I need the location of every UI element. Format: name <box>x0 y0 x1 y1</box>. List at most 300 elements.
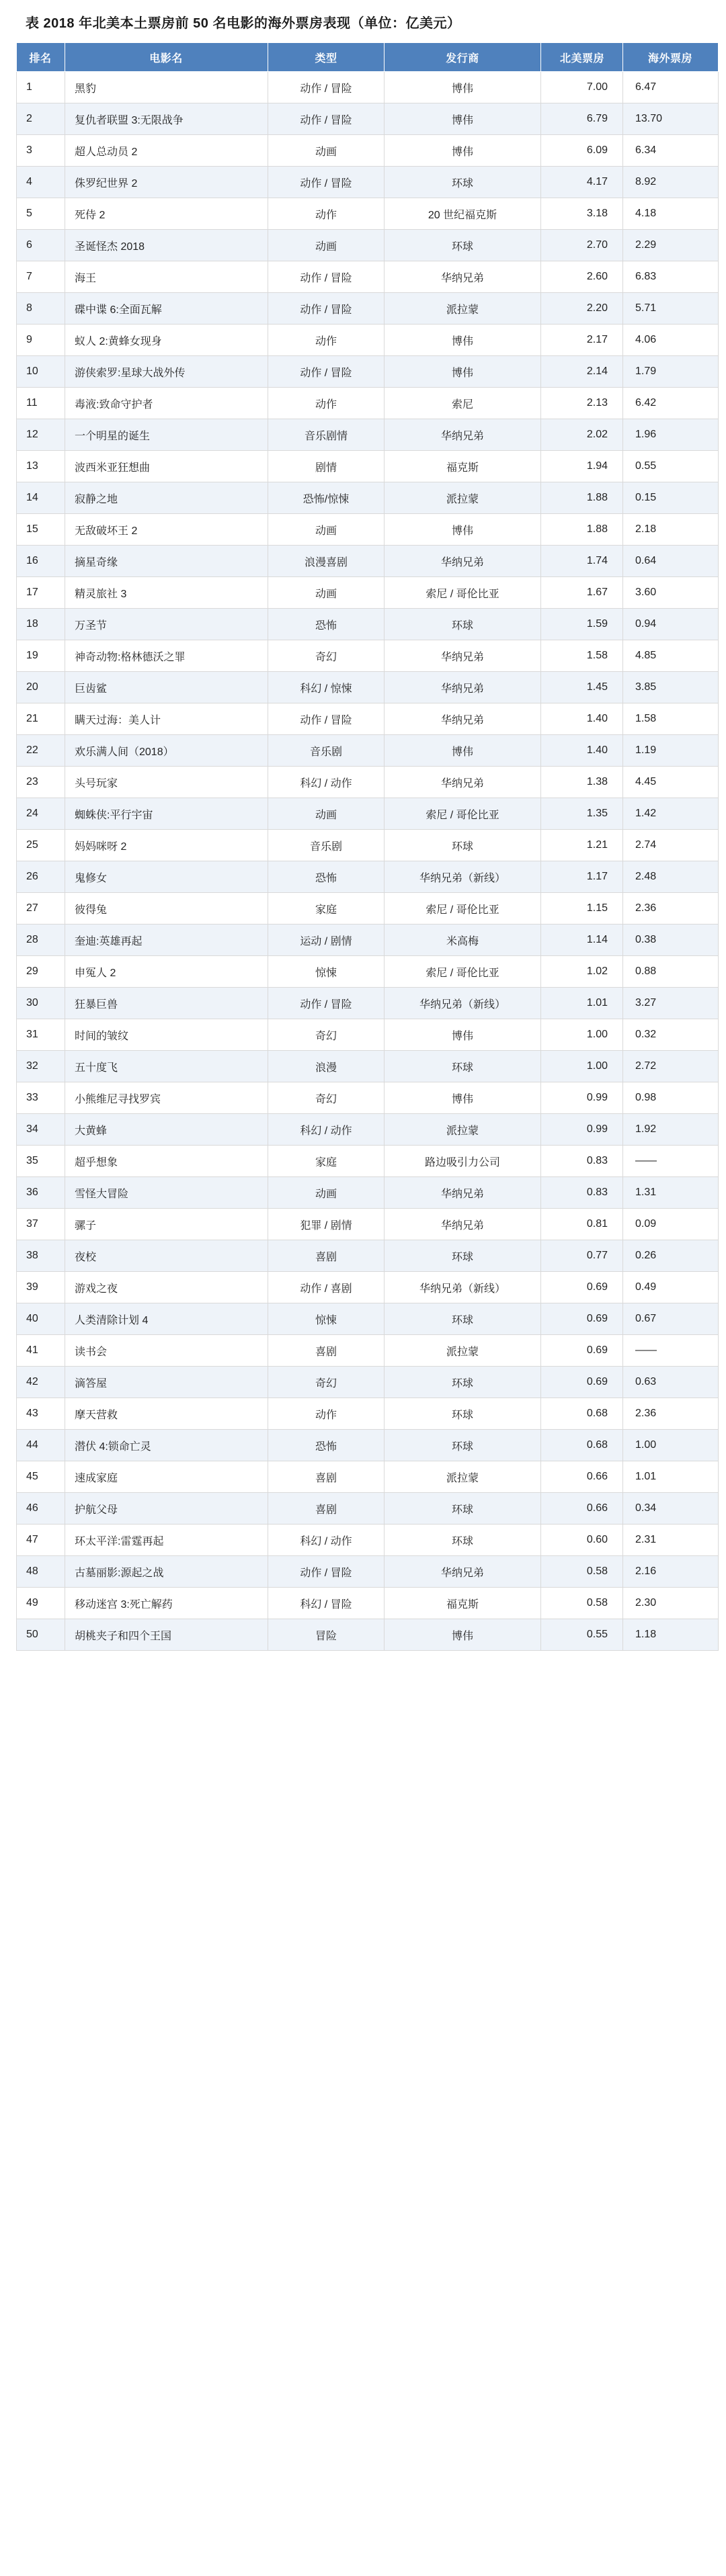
cell-distributor: 环球 <box>385 1367 541 1398</box>
cell-overseas-gross: 2.48 <box>623 861 719 893</box>
cell-movie-name: 精灵旅社 3 <box>65 577 268 609</box>
cell-rank: 12 <box>17 419 65 451</box>
cell-distributor: 华纳兄弟（新线） <box>385 988 541 1019</box>
cell-domestic-gross: 6.09 <box>541 135 623 167</box>
cell-movie-name: 一个明星的诞生 <box>65 419 268 451</box>
cell-movie-name: 骡子 <box>65 1209 268 1240</box>
column-header-domestic: 北美票房 <box>541 43 623 72</box>
cell-domestic-gross: 1.21 <box>541 830 623 861</box>
cell-movie-name: 游侠索罗:星球大战外传 <box>65 356 268 388</box>
cell-overseas-gross: 3.27 <box>623 988 719 1019</box>
cell-genre: 动作 <box>268 388 385 419</box>
cell-domestic-gross: 0.69 <box>541 1335 623 1367</box>
cell-rank: 26 <box>17 861 65 893</box>
cell-movie-name: 护航父母 <box>65 1493 268 1525</box>
cell-overseas-gross: 5.71 <box>623 293 719 325</box>
cell-rank: 38 <box>17 1240 65 1272</box>
cell-domestic-gross: 0.83 <box>541 1146 623 1177</box>
cell-domestic-gross: 0.66 <box>541 1493 623 1525</box>
cell-genre: 音乐剧情 <box>268 419 385 451</box>
cell-domestic-gross: 2.60 <box>541 261 623 293</box>
cell-genre: 冒险 <box>268 1619 385 1651</box>
cell-distributor: 华纳兄弟 <box>385 261 541 293</box>
cell-domestic-gross: 0.68 <box>541 1430 623 1461</box>
cell-overseas-gross: 1.19 <box>623 735 719 767</box>
cell-overseas-gross: 1.18 <box>623 1619 719 1651</box>
cell-genre: 剧情 <box>268 451 385 482</box>
cell-rank: 49 <box>17 1588 65 1619</box>
cell-domestic-gross: 0.69 <box>541 1272 623 1303</box>
cell-overseas-gross: 0.63 <box>623 1367 719 1398</box>
cell-rank: 15 <box>17 514 65 546</box>
cell-rank: 1 <box>17 72 65 103</box>
cell-genre: 音乐剧 <box>268 830 385 861</box>
table-row <box>17 1588 719 1619</box>
cell-movie-name: 死侍 2 <box>65 198 268 230</box>
table-row <box>17 956 719 988</box>
cell-rank: 2 <box>17 103 65 135</box>
table-row <box>17 925 719 956</box>
cell-genre: 喜剧 <box>268 1493 385 1525</box>
cell-domestic-gross: 1.00 <box>541 1019 623 1051</box>
cell-overseas-gross: 0.49 <box>623 1272 719 1303</box>
cell-movie-name: 潜伏 4:锁命亡灵 <box>65 1430 268 1461</box>
cell-rank: 7 <box>17 261 65 293</box>
cell-rank: 27 <box>17 893 65 925</box>
cell-movie-name: 申冤人 2 <box>65 956 268 988</box>
cell-domestic-gross: 1.00 <box>541 1051 623 1082</box>
cell-domestic-gross: 1.14 <box>541 925 623 956</box>
cell-overseas-gross: 13.70 <box>623 103 719 135</box>
table-row <box>17 577 719 609</box>
cell-overseas-gross: 0.34 <box>623 1493 719 1525</box>
table-row <box>17 135 719 167</box>
cell-overseas-gross: 4.18 <box>623 198 719 230</box>
table-row <box>17 1177 719 1209</box>
cell-movie-name: 黑豹 <box>65 72 268 103</box>
cell-overseas-gross: 0.98 <box>623 1082 719 1114</box>
cell-domestic-gross: 1.17 <box>541 861 623 893</box>
cell-movie-name: 环太平洋:雷霆再起 <box>65 1525 268 1556</box>
table-row <box>17 1051 719 1082</box>
cell-movie-name: 狂暴巨兽 <box>65 988 268 1019</box>
cell-distributor: 博伟 <box>385 514 541 546</box>
cell-distributor: 20 世纪福克斯 <box>385 198 541 230</box>
cell-rank: 11 <box>17 388 65 419</box>
cell-genre: 家庭 <box>268 893 385 925</box>
page-title: 表 2018 年北美本土票房前 50 名电影的海外票房表现（单位：亿美元） <box>26 16 461 31</box>
cell-domestic-gross: 2.14 <box>541 356 623 388</box>
table-row <box>17 1272 719 1303</box>
cell-domestic-gross: 6.79 <box>541 103 623 135</box>
cell-genre: 动作 / 冒险 <box>268 1556 385 1588</box>
cell-distributor: 华纳兄弟 <box>385 672 541 703</box>
cell-rank: 14 <box>17 482 65 514</box>
cell-movie-name: 寂静之地 <box>65 482 268 514</box>
cell-distributor: 环球 <box>385 1430 541 1461</box>
cell-distributor: 环球 <box>385 1493 541 1525</box>
cell-genre: 动画 <box>268 135 385 167</box>
cell-distributor: 华纳兄弟 <box>385 703 541 735</box>
cell-domestic-gross: 1.88 <box>541 482 623 514</box>
cell-movie-name: 海王 <box>65 261 268 293</box>
cell-domestic-gross: 1.58 <box>541 640 623 672</box>
cell-rank: 20 <box>17 672 65 703</box>
cell-movie-name: 超人总动员 2 <box>65 135 268 167</box>
cell-distributor: 索尼 / 哥伦比亚 <box>385 956 541 988</box>
cell-distributor: 环球 <box>385 1398 541 1430</box>
table-row <box>17 1493 719 1525</box>
cell-rank: 31 <box>17 1019 65 1051</box>
cell-overseas-gross: 0.88 <box>623 956 719 988</box>
table-row <box>17 1335 719 1367</box>
cell-domestic-gross: 0.68 <box>541 1398 623 1430</box>
cell-overseas-gross: 0.15 <box>623 482 719 514</box>
table-row <box>17 767 719 798</box>
column-header-overseas: 海外票房 <box>623 43 719 72</box>
cell-rank: 16 <box>17 546 65 577</box>
cell-distributor: 环球 <box>385 830 541 861</box>
cell-rank: 4 <box>17 167 65 198</box>
cell-overseas-gross: 2.30 <box>623 1588 719 1619</box>
cell-distributor: 博伟 <box>385 1082 541 1114</box>
table-row <box>17 103 719 135</box>
table-row <box>17 1367 719 1398</box>
cell-overseas-gross: 2.16 <box>623 1556 719 1588</box>
cell-rank: 25 <box>17 830 65 861</box>
cell-movie-name: 人类清除计划 4 <box>65 1303 268 1335</box>
cell-movie-name: 瞒天过海：美人计 <box>65 703 268 735</box>
cell-movie-name: 欢乐满人间（2018） <box>65 735 268 767</box>
cell-distributor: 派拉蒙 <box>385 1114 541 1146</box>
cell-movie-name: 圣诞怪杰 2018 <box>65 230 268 261</box>
cell-overseas-gross: 6.34 <box>623 135 719 167</box>
cell-genre: 惊悚 <box>268 956 385 988</box>
cell-genre: 动作 / 冒险 <box>268 167 385 198</box>
cell-domestic-gross: 3.18 <box>541 198 623 230</box>
cell-overseas-gross: 4.06 <box>623 325 719 356</box>
cell-rank: 24 <box>17 798 65 830</box>
cell-domestic-gross: 0.81 <box>541 1209 623 1240</box>
cell-distributor: 索尼 / 哥伦比亚 <box>385 893 541 925</box>
cell-domestic-gross: 0.66 <box>541 1461 623 1493</box>
cell-distributor: 博伟 <box>385 735 541 767</box>
cell-movie-name: 奎迪:英雄再起 <box>65 925 268 956</box>
table-row <box>17 735 719 767</box>
cell-rank: 33 <box>17 1082 65 1114</box>
cell-overseas-gross: 2.29 <box>623 230 719 261</box>
cell-distributor: 派拉蒙 <box>385 1335 541 1367</box>
cell-overseas-gross: 3.60 <box>623 577 719 609</box>
cell-movie-name: 彼得兔 <box>65 893 268 925</box>
cell-genre: 浪漫喜剧 <box>268 546 385 577</box>
cell-distributor: 华纳兄弟 <box>385 419 541 451</box>
cell-distributor: 华纳兄弟（新线） <box>385 861 541 893</box>
cell-genre: 动画 <box>268 577 385 609</box>
cell-distributor: 华纳兄弟 <box>385 767 541 798</box>
table-row <box>17 546 719 577</box>
cell-distributor: 索尼 / 哥伦比亚 <box>385 798 541 830</box>
cell-genre: 恐怖 <box>268 1430 385 1461</box>
cell-domestic-gross: 0.58 <box>541 1556 623 1588</box>
cell-distributor: 华纳兄弟 <box>385 1556 541 1588</box>
cell-movie-name: 万圣节 <box>65 609 268 640</box>
cell-domestic-gross: 1.15 <box>541 893 623 925</box>
cell-distributor: 博伟 <box>385 135 541 167</box>
cell-rank: 29 <box>17 956 65 988</box>
cell-genre: 恐怖 <box>268 609 385 640</box>
cell-genre: 恐怖 <box>268 861 385 893</box>
cell-rank: 35 <box>17 1146 65 1177</box>
table-row <box>17 1430 719 1461</box>
cell-movie-name: 夜校 <box>65 1240 268 1272</box>
cell-distributor: 华纳兄弟 <box>385 1177 541 1209</box>
cell-overseas-gross: 2.36 <box>623 893 719 925</box>
cell-domestic-gross: 1.40 <box>541 735 623 767</box>
cell-rank: 44 <box>17 1430 65 1461</box>
table-row <box>17 167 719 198</box>
cell-genre: 奇幻 <box>268 1367 385 1398</box>
cell-genre: 动作 / 冒险 <box>268 988 385 1019</box>
cell-movie-name: 五十度飞 <box>65 1051 268 1082</box>
cell-genre: 奇幻 <box>268 640 385 672</box>
cell-movie-name: 超乎想象 <box>65 1146 268 1177</box>
cell-movie-name: 蜘蛛侠:平行宇宙 <box>65 798 268 830</box>
cell-distributor: 派拉蒙 <box>385 1461 541 1493</box>
cell-rank: 17 <box>17 577 65 609</box>
cell-overseas-gross: 2.72 <box>623 1051 719 1082</box>
table-row <box>17 861 719 893</box>
table-row <box>17 1619 719 1651</box>
table-row <box>17 609 719 640</box>
table-header <box>17 43 719 72</box>
table-row <box>17 798 719 830</box>
cell-rank: 39 <box>17 1272 65 1303</box>
cell-overseas-gross: 0.26 <box>623 1240 719 1272</box>
cell-overseas-gross: 0.55 <box>623 451 719 482</box>
cell-overseas-gross: —— <box>623 1146 719 1177</box>
cell-domestic-gross: 1.38 <box>541 767 623 798</box>
cell-overseas-gross: 1.01 <box>623 1461 719 1493</box>
cell-genre: 动画 <box>268 1177 385 1209</box>
cell-movie-name: 波西米亚狂想曲 <box>65 451 268 482</box>
cell-domestic-gross: 1.67 <box>541 577 623 609</box>
cell-rank: 28 <box>17 925 65 956</box>
cell-distributor: 环球 <box>385 609 541 640</box>
cell-genre: 运动 / 剧情 <box>268 925 385 956</box>
cell-movie-name: 滴答屋 <box>65 1367 268 1398</box>
cell-domestic-gross: 1.88 <box>541 514 623 546</box>
table-row <box>17 230 719 261</box>
table-body <box>17 72 719 1651</box>
cell-genre: 动画 <box>268 514 385 546</box>
cell-rank: 37 <box>17 1209 65 1240</box>
cell-rank: 22 <box>17 735 65 767</box>
cell-domestic-gross: 0.69 <box>541 1367 623 1398</box>
cell-genre: 动作 <box>268 198 385 230</box>
cell-rank: 30 <box>17 988 65 1019</box>
cell-genre: 动作 / 冒险 <box>268 261 385 293</box>
cell-domestic-gross: 1.40 <box>541 703 623 735</box>
cell-overseas-gross: 0.64 <box>623 546 719 577</box>
cell-rank: 3 <box>17 135 65 167</box>
cell-overseas-gross: 0.09 <box>623 1209 719 1240</box>
cell-distributor: 博伟 <box>385 356 541 388</box>
cell-rank: 43 <box>17 1398 65 1430</box>
table-row <box>17 640 719 672</box>
cell-overseas-gross: 0.32 <box>623 1019 719 1051</box>
cell-distributor: 博伟 <box>385 103 541 135</box>
header-row <box>17 43 719 72</box>
cell-rank: 6 <box>17 230 65 261</box>
cell-movie-name: 移动迷宫 3:死亡解药 <box>65 1588 268 1619</box>
cell-domestic-gross: 0.58 <box>541 1588 623 1619</box>
cell-movie-name: 摩天营救 <box>65 1398 268 1430</box>
cell-rank: 47 <box>17 1525 65 1556</box>
cell-movie-name: 头号玩家 <box>65 767 268 798</box>
cell-distributor: 派拉蒙 <box>385 482 541 514</box>
cell-distributor: 环球 <box>385 230 541 261</box>
cell-distributor: 博伟 <box>385 1619 541 1651</box>
cell-domestic-gross: 0.77 <box>541 1240 623 1272</box>
table-row <box>17 198 719 230</box>
cell-overseas-gross: 6.42 <box>623 388 719 419</box>
cell-overseas-gross: —— <box>623 1335 719 1367</box>
cell-distributor: 环球 <box>385 1303 541 1335</box>
cell-distributor: 华纳兄弟 <box>385 640 541 672</box>
cell-movie-name: 复仇者联盟 3:无限战争 <box>65 103 268 135</box>
cell-movie-name: 速成家庭 <box>65 1461 268 1493</box>
cell-overseas-gross: 2.36 <box>623 1398 719 1430</box>
cell-genre: 奇幻 <box>268 1082 385 1114</box>
cell-rank: 8 <box>17 293 65 325</box>
cell-movie-name: 游戏之夜 <box>65 1272 268 1303</box>
table-row <box>17 514 719 546</box>
cell-genre: 恐怖/惊悚 <box>268 482 385 514</box>
cell-movie-name: 碟中谍 6:全面瓦解 <box>65 293 268 325</box>
cell-movie-name: 古墓丽影:源起之战 <box>65 1556 268 1588</box>
cell-genre: 科幻 / 冒险 <box>268 1588 385 1619</box>
cell-genre: 喜剧 <box>268 1240 385 1272</box>
cell-distributor: 环球 <box>385 1240 541 1272</box>
cell-overseas-gross: 1.42 <box>623 798 719 830</box>
cell-movie-name: 巨齿鲨 <box>65 672 268 703</box>
cell-rank: 41 <box>17 1335 65 1367</box>
cell-domestic-gross: 0.60 <box>541 1525 623 1556</box>
cell-overseas-gross: 4.85 <box>623 640 719 672</box>
table-row <box>17 419 719 451</box>
table-row <box>17 830 719 861</box>
cell-distributor: 博伟 <box>385 1019 541 1051</box>
cell-movie-name: 读书会 <box>65 1335 268 1367</box>
table-row <box>17 672 719 703</box>
cell-rank: 45 <box>17 1461 65 1493</box>
cell-overseas-gross: 1.79 <box>623 356 719 388</box>
cell-genre: 惊悚 <box>268 1303 385 1335</box>
column-header-rank: 排名 <box>17 43 65 72</box>
cell-movie-name: 神奇动物:格林德沃之罪 <box>65 640 268 672</box>
cell-overseas-gross: 0.94 <box>623 609 719 640</box>
cell-genre: 音乐剧 <box>268 735 385 767</box>
cell-rank: 21 <box>17 703 65 735</box>
cell-distributor: 环球 <box>385 167 541 198</box>
cell-overseas-gross: 2.31 <box>623 1525 719 1556</box>
cell-domestic-gross: 1.45 <box>541 672 623 703</box>
cell-genre: 动作 <box>268 325 385 356</box>
cell-distributor: 米高梅 <box>385 925 541 956</box>
cell-genre: 动作 / 冒险 <box>268 103 385 135</box>
cell-genre: 动作 / 冒险 <box>268 703 385 735</box>
table-row <box>17 261 719 293</box>
cell-rank: 40 <box>17 1303 65 1335</box>
cell-genre: 动画 <box>268 230 385 261</box>
cell-movie-name: 鬼修女 <box>65 861 268 893</box>
cell-movie-name: 胡桃夹子和四个王国 <box>65 1619 268 1651</box>
cell-distributor: 华纳兄弟（新线） <box>385 1272 541 1303</box>
cell-rank: 9 <box>17 325 65 356</box>
table-row <box>17 1303 719 1335</box>
cell-overseas-gross: 1.92 <box>623 1114 719 1146</box>
cell-rank: 10 <box>17 356 65 388</box>
table-row <box>17 451 719 482</box>
cell-domestic-gross: 7.00 <box>541 72 623 103</box>
cell-distributor: 博伟 <box>385 325 541 356</box>
table-row <box>17 72 719 103</box>
cell-genre: 科幻 / 惊悚 <box>268 672 385 703</box>
cell-domestic-gross: 2.02 <box>541 419 623 451</box>
cell-distributor: 环球 <box>385 1051 541 1082</box>
table-row <box>17 388 719 419</box>
cell-overseas-gross: 0.67 <box>623 1303 719 1335</box>
cell-overseas-gross: 2.18 <box>623 514 719 546</box>
cell-rank: 18 <box>17 609 65 640</box>
cell-movie-name: 时间的皱纹 <box>65 1019 268 1051</box>
cell-rank: 5 <box>17 198 65 230</box>
cell-movie-name: 妈妈咪呀 2 <box>65 830 268 861</box>
cell-domestic-gross: 0.99 <box>541 1114 623 1146</box>
cell-overseas-gross: 1.31 <box>623 1177 719 1209</box>
cell-overseas-gross: 1.58 <box>623 703 719 735</box>
table-row <box>17 293 719 325</box>
boxoffice-table <box>16 42 719 1651</box>
cell-overseas-gross: 6.47 <box>623 72 719 103</box>
cell-movie-name: 小熊维尼寻找罗宾 <box>65 1082 268 1114</box>
cell-rank: 36 <box>17 1177 65 1209</box>
cell-rank: 32 <box>17 1051 65 1082</box>
cell-domestic-gross: 1.35 <box>541 798 623 830</box>
cell-distributor: 索尼 <box>385 388 541 419</box>
cell-overseas-gross: 4.45 <box>623 767 719 798</box>
table-row <box>17 1556 719 1588</box>
cell-genre: 动作 <box>268 1398 385 1430</box>
cell-domestic-gross: 4.17 <box>541 167 623 198</box>
cell-overseas-gross: 1.96 <box>623 419 719 451</box>
cell-genre: 喜剧 <box>268 1461 385 1493</box>
cell-genre: 家庭 <box>268 1146 385 1177</box>
column-header-distributor: 发行商 <box>385 43 541 72</box>
cell-domestic-gross: 2.13 <box>541 388 623 419</box>
cell-genre: 奇幻 <box>268 1019 385 1051</box>
cell-genre: 浪漫 <box>268 1051 385 1082</box>
cell-domestic-gross: 0.69 <box>541 1303 623 1335</box>
cell-genre: 科幻 / 动作 <box>268 1525 385 1556</box>
table-row <box>17 1398 719 1430</box>
table-row <box>17 1240 719 1272</box>
cell-overseas-gross: 3.85 <box>623 672 719 703</box>
cell-movie-name: 侏罗纪世界 2 <box>65 167 268 198</box>
column-header-genre: 类型 <box>268 43 385 72</box>
column-header-movie: 电影名 <box>65 43 268 72</box>
